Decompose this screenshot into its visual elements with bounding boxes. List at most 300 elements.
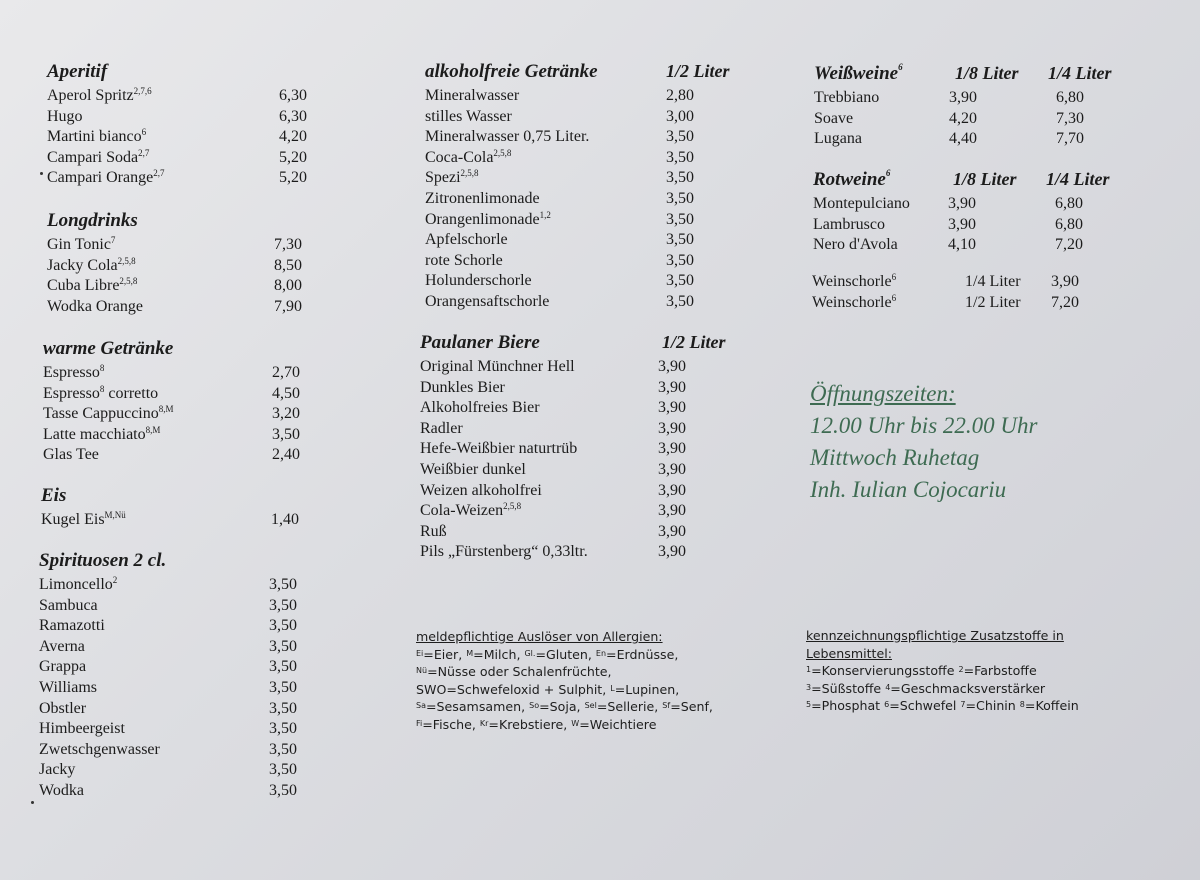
item-price: 3,50 [272, 425, 300, 443]
item-price: 8,00 [274, 277, 302, 295]
legend-text: =Erdnüsse, [606, 646, 679, 662]
item-price: 3,50 [666, 292, 694, 310]
menu-item [425, 87, 755, 108]
menu-item [39, 597, 319, 618]
price-1-8-liter: 4,40 [949, 130, 977, 148]
item-name [47, 298, 143, 316]
item-name [425, 169, 479, 187]
item-label: Zwetschgenwasser [39, 740, 160, 758]
legend-text: =Schwefel [889, 698, 961, 713]
price-1-8-liter: 3,90 [949, 89, 977, 106]
item-name [420, 461, 526, 479]
price-1-4-liter: 7,20 [1055, 236, 1083, 254]
legend-code: Ei [416, 648, 424, 658]
item-label: Mineralwasser 0,75 Liter. [425, 128, 590, 146]
footnote-marker: 8,M [158, 404, 174, 415]
menu-item [420, 420, 750, 441]
allergen-legend-title: meldepflichtige Auslöser von Allergien: [416, 629, 663, 644]
legend-text: =Senf, [670, 699, 713, 714]
item-price: 1,40 [271, 511, 299, 528]
item-price: 3,50 [666, 189, 694, 207]
item-label: Glas Tee [43, 446, 99, 464]
item-label: Weißbier dunkel [420, 460, 526, 478]
footnote-marker: 2,7 [138, 147, 150, 158]
item-price: 3,50 [269, 617, 297, 635]
menu-item [47, 87, 327, 108]
item-name [812, 273, 896, 291]
item-label: Grappa [39, 658, 87, 676]
item-name [39, 720, 125, 738]
item-name: Lambrusco [813, 215, 885, 233]
legend-code: 1 [806, 665, 812, 674]
item-name [47, 87, 152, 105]
item-name [39, 597, 98, 615]
wine-item [813, 236, 1143, 257]
item-label: Original Münchner Hell [420, 358, 575, 375]
item-label: Cola-Weizen [420, 502, 504, 520]
item-price: 3,50 [666, 169, 694, 187]
menu-item [425, 128, 755, 149]
item-label: Alkoholfreies Bier [420, 399, 540, 417]
wine-item [814, 110, 1144, 131]
menu-item [43, 385, 323, 406]
menu-item [47, 298, 327, 319]
menu-item [47, 149, 327, 170]
volume-header-1-4: 1/4 Liter [1046, 169, 1110, 189]
legend-code: Sa [416, 701, 426, 710]
menu-item [47, 108, 327, 129]
item-label: Williams [39, 678, 98, 696]
wine-item [813, 216, 1143, 237]
item-name [425, 272, 532, 290]
section-warme-getraenke [43, 338, 323, 467]
item-label: Espresso [43, 384, 100, 402]
footnote-marker: 6 [141, 127, 147, 138]
menu-item [39, 782, 319, 803]
volume-header-1-8: 1/8 Liter [955, 63, 1019, 83]
legend-code: Sel [584, 701, 597, 710]
item-price: 3,90 [658, 378, 686, 396]
legend-text: =Lupinen, [614, 681, 680, 697]
menu-item [43, 446, 323, 467]
item-price: 7,20 [1051, 293, 1079, 311]
item-name [39, 700, 86, 718]
item-price: 3,90 [658, 481, 686, 499]
additives-legend-title-2: Lebensmittel: [806, 645, 892, 661]
item-name [425, 128, 589, 146]
item-price: 3,00 [666, 107, 694, 125]
menu-item [41, 511, 321, 532]
volume-header: 1/2 Liter [662, 332, 726, 352]
wine-item [814, 130, 1144, 151]
legend-text: =Süßstoffe [811, 680, 886, 696]
section-title: Paulaner Biere [420, 332, 540, 353]
menu-item [43, 364, 323, 385]
item-label: Aperol Spritz [47, 87, 134, 104]
item-name [812, 294, 896, 312]
menu-item [47, 128, 327, 149]
price-1-8-liter: 3,90 [948, 195, 976, 212]
item-name [425, 87, 519, 105]
item-label: Kugel Eis [41, 511, 105, 528]
legend-text: =Weichtiere [579, 716, 657, 732]
legend-code: 8 [1019, 700, 1025, 709]
item-price: 5,20 [279, 148, 307, 166]
item-name [43, 385, 158, 403]
menu-item [47, 277, 327, 298]
menu-item [39, 720, 319, 741]
menu-item [425, 252, 755, 273]
item-price: 3,50 [666, 128, 694, 146]
legend-text: =Milch, [473, 646, 525, 662]
legend-code: Gl. [524, 648, 536, 658]
footnote-marker: 8,M [145, 424, 161, 435]
item-label: Orangenlimonade [425, 210, 540, 228]
item-label: Holunderschorle [425, 272, 532, 290]
item-name [425, 108, 512, 126]
item-price: 3,50 [269, 699, 297, 717]
item-name [420, 420, 463, 438]
item-label: Wodka Orange [47, 297, 144, 315]
item-price: 6,30 [279, 87, 307, 104]
legend-code: 4 [885, 682, 891, 692]
section-title: Aperitif [47, 61, 108, 82]
menu-item [425, 293, 755, 314]
section-title: warme Getränke [43, 338, 174, 359]
menu-item [425, 211, 755, 232]
item-price: 2,70 [272, 364, 300, 381]
footnote-marker: 2 [112, 575, 118, 585]
legend-text: =Eier, [423, 646, 467, 662]
footnote-marker: 8 [99, 363, 105, 373]
item-name [425, 211, 551, 229]
menu-item [39, 679, 319, 700]
item-price: 4,20 [279, 128, 307, 146]
item-name [420, 482, 542, 500]
item-label: Jacky Cola [47, 256, 118, 274]
legend-code: Nü [416, 666, 428, 675]
allergen-legend [416, 628, 713, 733]
section-rotweine [813, 169, 1143, 257]
menu-item [425, 272, 755, 293]
item-label: Weinschorle [812, 273, 892, 290]
price-1-8-liter: 4,20 [949, 109, 977, 127]
item-price: 2,40 [272, 446, 300, 464]
footnote-marker: M,Nü [104, 510, 126, 520]
item-price: 5,20 [279, 169, 307, 187]
item-label: rote Schorle [425, 251, 503, 269]
legend-code: L [610, 683, 615, 693]
menu-item [39, 617, 319, 638]
item-label: Campari Soda [47, 148, 139, 166]
menu-item [420, 399, 750, 420]
item-name [39, 741, 160, 759]
menu-item [39, 658, 319, 679]
footnote-marker: 6 [891, 272, 897, 282]
item-price: 3,50 [269, 596, 297, 614]
price-1-4-liter: 6,80 [1055, 215, 1083, 233]
legend-text: =Phosphat [811, 698, 885, 713]
item-price: 8,50 [274, 256, 302, 274]
item-name: Soave [814, 109, 854, 127]
legend-code: En [595, 648, 607, 658]
item-name [39, 638, 85, 656]
additives-legend-title-1: kennzeichnungspflichtige Zusatzstoffe in [806, 628, 1064, 643]
item-label: Wodka [39, 781, 84, 799]
price-1-8-liter: 3,90 [948, 215, 976, 233]
item-label: Mineralwasser [425, 87, 520, 104]
section-title: Weißweine$^6$ [814, 62, 903, 84]
price-1-4-liter: 7,30 [1056, 109, 1084, 127]
item-name [425, 149, 511, 167]
item-label: Campari Orange [47, 169, 154, 187]
item-volume: 1/2 Liter [965, 293, 1021, 311]
footnote-marker: 6 [898, 62, 903, 72]
menu-item [39, 741, 319, 762]
item-label: Martini bianco [47, 128, 142, 146]
legend-code: 5 [806, 700, 812, 709]
menu-item [47, 236, 327, 257]
item-label: Spezi [425, 169, 461, 187]
item-label: Obstler [39, 699, 87, 717]
item-name [47, 236, 115, 254]
opening-hours-time: 12.00 Uhr bis 22.00 Uhr [810, 413, 1038, 438]
legend-code: M [466, 648, 474, 658]
item-label: stilles Wasser [425, 107, 512, 125]
item-label-suffix: corretto [104, 384, 159, 402]
additives-legend [806, 627, 1079, 715]
footnote-marker: 2,5,8 [493, 147, 512, 158]
item-name [39, 576, 117, 594]
item-name [39, 761, 75, 779]
item-label: Weizen alkoholfrei [420, 481, 542, 499]
item-label: Himbeergeist [39, 720, 125, 738]
item-name [425, 190, 540, 208]
item-price: 3,90 [658, 502, 686, 520]
menu-item [425, 149, 755, 170]
menu-item [425, 190, 755, 211]
menu-item [39, 700, 319, 721]
section-alkoholfreie-getraenke [425, 61, 755, 314]
menu-item [39, 761, 319, 782]
section-title: alkoholfreie Getränke [425, 61, 598, 82]
menu-item [43, 405, 323, 426]
item-name [425, 252, 503, 270]
footnote-marker: 6 [885, 168, 891, 178]
item-name [47, 128, 146, 146]
menu-item [420, 440, 750, 461]
footnote-marker: 2,7 [153, 168, 165, 179]
menu-item [425, 108, 755, 129]
item-name [420, 399, 540, 417]
opening-hours [810, 378, 1037, 506]
legend-text: =Chinin [965, 698, 1020, 713]
item-price: 3,50 [269, 678, 297, 696]
legend-code: W [571, 718, 580, 728]
legend-text: =Soja, [539, 699, 585, 714]
item-label: Espresso [43, 364, 100, 381]
section-paulaner-biere [420, 332, 750, 564]
item-price: 3,50 [269, 637, 297, 655]
item-name [39, 679, 97, 697]
item-price: 3,50 [269, 761, 297, 779]
section-weissweine [814, 63, 1144, 151]
item-price: 3,50 [666, 148, 694, 166]
item-price: 3,90 [658, 440, 686, 458]
legend-text: =Konservierungsstoffe [811, 663, 959, 678]
menu-item [39, 576, 319, 597]
item-label: Hefe-Weißbier naturtrüb [420, 440, 578, 458]
opening-owner: Inh. Iulian Cojocariu [810, 477, 1007, 502]
legend-code: 7 [960, 700, 966, 709]
item-price: 3,50 [269, 576, 297, 593]
footnote-marker: 1,2 [539, 209, 551, 220]
legend-text: =Nüsse oder Schalenfrüchte, [427, 664, 612, 679]
price-1-4-liter: 6,80 [1056, 89, 1084, 106]
item-name [420, 358, 575, 376]
item-name [47, 108, 83, 126]
opening-title: Öffnungszeiten: [810, 381, 956, 406]
legend-code: So [529, 701, 540, 710]
footnote-marker: 2,7,6 [133, 86, 152, 96]
menu-item [420, 482, 750, 503]
volume-header: 1/2 Liter [666, 61, 730, 81]
item-label: Zitronenlimonade [425, 189, 540, 207]
item-label: Pils „Fürstenberg“ 0,33ltr. [420, 543, 588, 561]
item-price: 2,80 [666, 87, 694, 104]
item-label: Apfelschorle [425, 231, 508, 249]
item-name: Nero d'Avola [813, 236, 898, 254]
item-label: Hugo [47, 107, 83, 125]
menu-item [420, 523, 750, 544]
item-price: 3,50 [666, 231, 694, 249]
item-price: 3,50 [269, 720, 297, 738]
menu-item [420, 461, 750, 482]
opening-closed-day: Mittwoch Ruhetag [810, 445, 980, 470]
item-price: 3,90 [658, 460, 686, 478]
legend-text: =Gluten, [535, 646, 596, 662]
footnote-marker: 2,5,8 [503, 501, 522, 512]
item-price: 3,50 [666, 210, 694, 228]
legend-code: Fi [416, 718, 423, 728]
menu-item [425, 231, 755, 252]
section-eis [41, 485, 321, 532]
item-label: Orangensaftschorle [425, 292, 550, 310]
price-1-4-liter: 6,80 [1055, 195, 1083, 212]
legend-code: Sf [662, 701, 671, 710]
footnote-marker: 2,5,8 [117, 255, 136, 266]
item-name: Lugana [814, 130, 862, 148]
item-name [39, 617, 105, 635]
legend-text: =Sellerie, [596, 699, 663, 714]
item-name [43, 364, 104, 382]
item-price: 7,90 [274, 297, 302, 315]
item-price: 4,50 [272, 384, 300, 402]
section-title: Spirituosen 2 cl. [39, 550, 167, 571]
item-price: 3,90 [658, 522, 686, 540]
item-price: 3,50 [269, 740, 297, 758]
footnote-marker: 2,5,8 [460, 168, 479, 179]
item-name [43, 405, 174, 423]
legend-code: Kr [479, 718, 489, 728]
item-name [420, 440, 577, 458]
print-speck [40, 172, 43, 175]
section-title: Rotweine$^6$ [813, 168, 891, 190]
legend-code: 2 [958, 665, 964, 674]
section-aperitif [47, 61, 327, 190]
legend-text: =Koffein [1024, 698, 1079, 713]
wine-item [814, 89, 1144, 110]
item-label: Latte macchiato [43, 425, 146, 443]
menu-item [420, 358, 750, 379]
weinschorle-item [812, 273, 1142, 294]
item-price: 3,50 [666, 251, 694, 269]
item-name [47, 257, 136, 275]
menu-item [420, 379, 750, 400]
item-price: 7,30 [274, 236, 302, 253]
menu-item [47, 169, 327, 190]
item-label: Gin Tonic [47, 236, 111, 253]
item-name [39, 658, 86, 676]
item-name: Montepulciano [813, 195, 910, 212]
item-label: Radler [420, 419, 463, 437]
item-name [425, 293, 549, 311]
item-price: 3,90 [658, 543, 686, 561]
item-label: Ramazotti [39, 617, 105, 635]
footnote-marker: 7 [110, 235, 116, 245]
section-spirituosen [39, 550, 319, 803]
footnote-marker: 8 [99, 383, 105, 394]
item-price: 3,50 [269, 658, 297, 676]
legend-text: =Sesamsamen, [425, 699, 530, 714]
item-label: Cuba Libre [47, 277, 120, 295]
item-label: Ruß [420, 522, 447, 540]
legend-code: 3 [806, 682, 812, 692]
item-label: Jacky [39, 761, 76, 779]
legend-text: =Fische, [422, 716, 480, 732]
wine-item [813, 195, 1143, 216]
section-title: Eis [41, 485, 67, 506]
item-name [47, 169, 164, 187]
section-longdrinks [47, 210, 327, 318]
section-weinschorle [812, 273, 1142, 314]
item-name [39, 782, 84, 800]
item-name [47, 277, 137, 295]
item-label: Dunkles Bier [420, 378, 505, 396]
menu-item [420, 502, 750, 523]
menu-item [420, 543, 750, 564]
item-name [43, 446, 99, 464]
menu-item [425, 169, 755, 190]
item-name [420, 379, 505, 397]
legend-text: =Geschmacksverstärker [890, 680, 1046, 696]
menu-item [47, 257, 327, 278]
item-label: Weinschorle [812, 293, 892, 311]
legend-text: =Krebstiere, [488, 716, 572, 732]
item-price: 3,90 [658, 399, 686, 417]
item-name [420, 502, 521, 520]
weinschorle-item [812, 294, 1142, 315]
legend-text: SWO=Schwefeloxid + Sulphit, [416, 681, 611, 697]
item-name [41, 511, 126, 529]
volume-header-1-4: 1/4 Liter [1048, 63, 1112, 83]
item-label: Tasse Cappuccino [43, 405, 159, 423]
item-name [425, 231, 508, 249]
print-speck [31, 801, 34, 804]
price-1-4-liter: 7,70 [1056, 130, 1084, 148]
item-label: Sambuca [39, 596, 98, 614]
menu-item [43, 426, 323, 447]
